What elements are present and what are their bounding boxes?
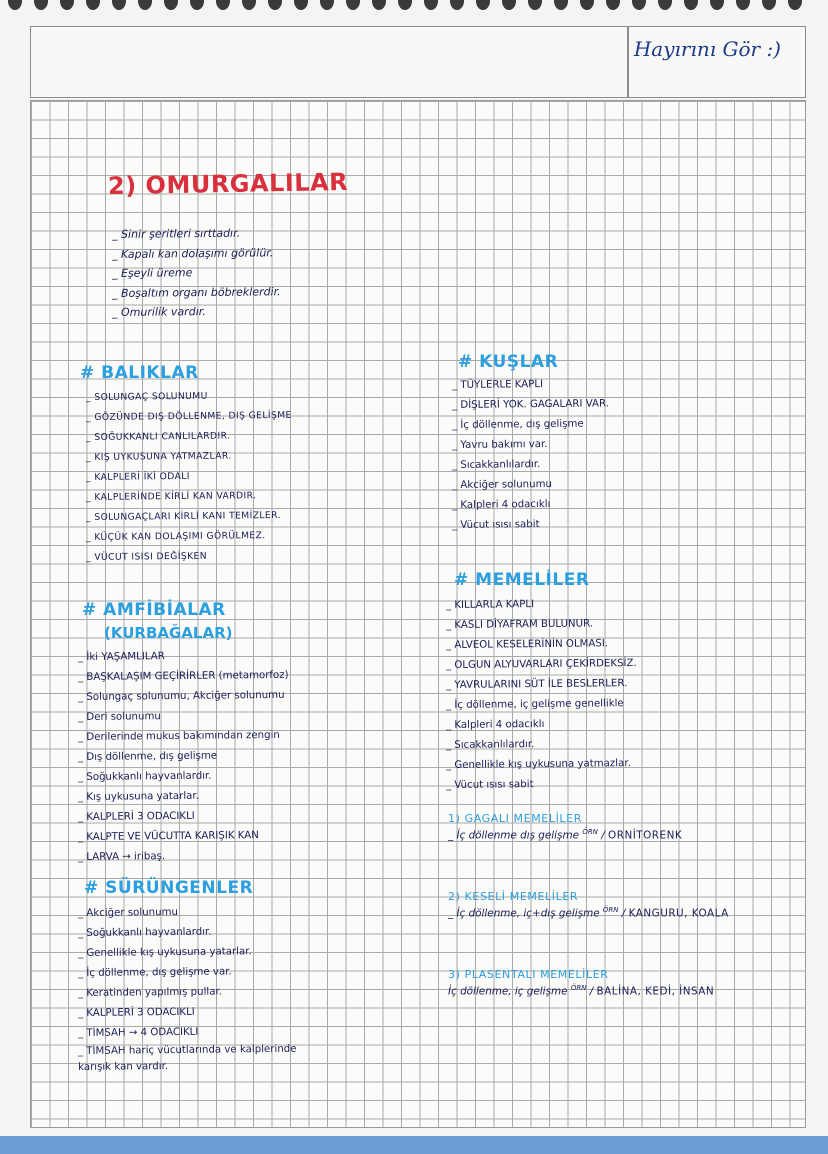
list-item: _ SOĞUKKANLI CANLILARDIR.: [86, 426, 292, 448]
list-item: _ Soğukkanlı hayvanlardır.: [78, 922, 308, 944]
list-item: _ OLGUN ALYUVARLARI ÇEKİRDEKSİZ.: [446, 654, 637, 676]
list-item: _ İki YAŞAMLILAR: [78, 646, 289, 668]
section-title-memeliler: # MEMELİLER: [454, 570, 590, 590]
list-item: _ ALVEOL KESELERİNİN OLMASI.: [446, 634, 637, 656]
list-item: _ KALPLERİ 3 ODACIKLI: [78, 806, 289, 828]
list-item: _ Eşeyli üreme: [112, 262, 281, 283]
list-item: _ Sinir şeritleri sırttadır.: [112, 223, 281, 244]
list-item: _ Akciğer solunumu: [452, 474, 609, 496]
list-item: _ KIŞ UYKUSUNA YATMAZLAR.: [86, 446, 292, 468]
example-tag: ÖRN: [582, 828, 598, 836]
list-item: _ Boşaltım organı böbreklerdir.: [112, 282, 281, 303]
mammal-class-keseli: [448, 890, 729, 919]
example-tag: ÖRN: [602, 906, 619, 914]
list-item: _ Omurilik vardır.: [112, 301, 281, 322]
list-item: _ TİMSAH → 4 ODACIKLI: [78, 1022, 308, 1044]
list-item: _ KALPTE VE VÜCUTTA KARIŞIK KAN: [78, 826, 289, 848]
baliklar-list: [86, 388, 292, 568]
list-item: _ Sıcakkanlılardır.: [446, 734, 637, 756]
list-item: _ Deri solunumu: [78, 706, 289, 728]
list-item: _ Genellikle kış uykusuna yatmazlar.: [446, 754, 637, 776]
mammal-class-example: KANGURU, KOALA: [628, 907, 729, 920]
mammal-class-title: 1) GAGALI MEMELİLER: [448, 812, 582, 825]
list-item: _ Kalpleri 4 odacıklı: [452, 494, 609, 516]
page-title: 2) OMURGALILAR: [107, 167, 349, 201]
list-item: _ DİŞLERİ YOK. GAGALARI VAR.: [452, 394, 609, 416]
list-item: _ Vücut ısısı sabit: [452, 514, 609, 536]
mammal-class-text: İç döllenme, iç+dış gelişme: [456, 907, 600, 920]
list-item: _ YAVRULARINI SÜT İLE BESLERLER.: [446, 674, 637, 696]
list-item: _ KILLARLA KAPLI: [446, 594, 637, 616]
amfibialar-list: [78, 648, 289, 868]
list-item: _ Derilerinde mukus bakımından zengin: [78, 726, 289, 748]
mammal-class-gagali: [448, 812, 682, 841]
mammal-class-text: İç döllenme dış gelişme: [456, 829, 579, 842]
list-item: _ İç döllenme, dış gelişme var.: [78, 962, 308, 984]
page-header: [30, 26, 806, 98]
mammal-class-line: İç döllenme, iç gelişme $^{ÖRN}$ / BALİNA, KEDİ, İNSAN: [448, 984, 715, 998]
section-subtitle-amfibialar: (KURBAĞALAR): [104, 624, 233, 642]
mammal-class-plasentali: [448, 968, 714, 997]
section-title-surungenler: # SÜRÜNGENLER: [84, 878, 254, 898]
list-item: _ Kapalı kan dolaşımı görülür.: [112, 243, 281, 264]
mammal-class-title: 3) PLASENTALI MEMELİLER: [448, 968, 609, 981]
list-item: _ SOLUNGAÇ SOLUNUMU: [86, 386, 292, 408]
intro-list: [112, 225, 281, 323]
surungenler-list: [78, 904, 308, 1076]
example-tag: ÖRN: [570, 984, 587, 992]
list-item: _ LARVA → iribaş.: [78, 846, 289, 868]
list-item: _ TİMSAH hariç vücutlarında ve kalplerinde karışık kan vardır.: [78, 1042, 308, 1076]
list-item: _ Kalpleri 4 odacıklı: [446, 714, 637, 736]
list-item: _ VÜCUT ISISI DEĞİŞKEN: [86, 546, 292, 568]
mammal-class-text: İç döllenme, iç gelişme: [448, 985, 568, 998]
header-divider: [627, 27, 629, 97]
list-item: _ KALPLERİ 3 ODACIKLI: [78, 1002, 308, 1024]
list-item: _ Akciğer solunumu: [78, 902, 308, 924]
mammal-class-example: BALİNA, KEDİ, İNSAN: [596, 985, 715, 998]
kuslar-list: [452, 376, 609, 536]
list-item: _ Kış uykusuna yatarlar.: [78, 786, 289, 808]
list-item: _ Solungaç solunumu, Akciğer solunumu: [78, 686, 289, 708]
list-item: _ Sıcakkanlılardır.: [452, 454, 609, 476]
list-item: _ KALPLERİ İKİ ODALI: [86, 466, 292, 488]
list-item: _ Keratinden yapılmış pullar.: [78, 982, 308, 1004]
section-title-kuslar: # KUŞLAR: [458, 352, 559, 372]
list-item: _ İç döllenme, iç gelişme genellikle: [446, 694, 637, 716]
page-bottom-band: [0, 1136, 828, 1154]
list-item: _ KALPLERİNDE KİRLİ KAN VARDIR.: [86, 486, 292, 508]
memeliler-list: [446, 596, 637, 796]
list-item: _ SOLUNGAÇLARI KİRLİ KANI TEMİZLER.: [86, 506, 292, 528]
section-title-amfibialar: # AMFİBİALAR: [82, 600, 226, 620]
list-item: _ Dış döllenme, dış gelişme: [78, 746, 289, 768]
list-item: _ İç döllenme, dış gelişme: [452, 414, 609, 436]
notebook-spiral: [0, 0, 828, 22]
list-item: _ GÖZÜNDE DIŞ DÖLLENME, DIŞ GELİŞME: [86, 406, 292, 428]
list-item: _ KASLI DİYAFRAM BULUNUR.: [446, 614, 637, 636]
list-item: _ BAŞKALAŞIM GEÇİRİRLER (metamorfoz): [78, 666, 289, 688]
mammal-class-title: 2) KESELİ MEMELİLER: [448, 890, 579, 903]
list-item: _ Genellikle kış uykusuna yatarlar.: [78, 942, 308, 964]
header-note: Hayırını Gör :): [633, 37, 781, 61]
list-item: _ Vücut ısısı sabit: [446, 774, 637, 796]
mammal-class-line: _ İç döllenme dış gelişme $^{ÖRN}$ / ORNİTORENK: [448, 828, 683, 842]
list-item: _ Yavru bakımı var.: [452, 434, 609, 456]
list-item: _ KÜÇÜK KAN DOLAŞIMI GÖRÜLMEZ.: [86, 526, 292, 548]
section-title-baliklar: # BALIKLAR: [80, 363, 199, 383]
list-item: _ TÜYLERLE KAPLI: [452, 374, 609, 396]
mammal-class-example: ORNİTORENK: [608, 829, 683, 842]
mammal-class-line: _ İç döllenme, iç+dış gelişme $^{ÖRN}$ / KANGURU, KOALA: [448, 906, 729, 920]
list-item: _ Soğukkanlı hayvanlardır.: [78, 766, 289, 788]
